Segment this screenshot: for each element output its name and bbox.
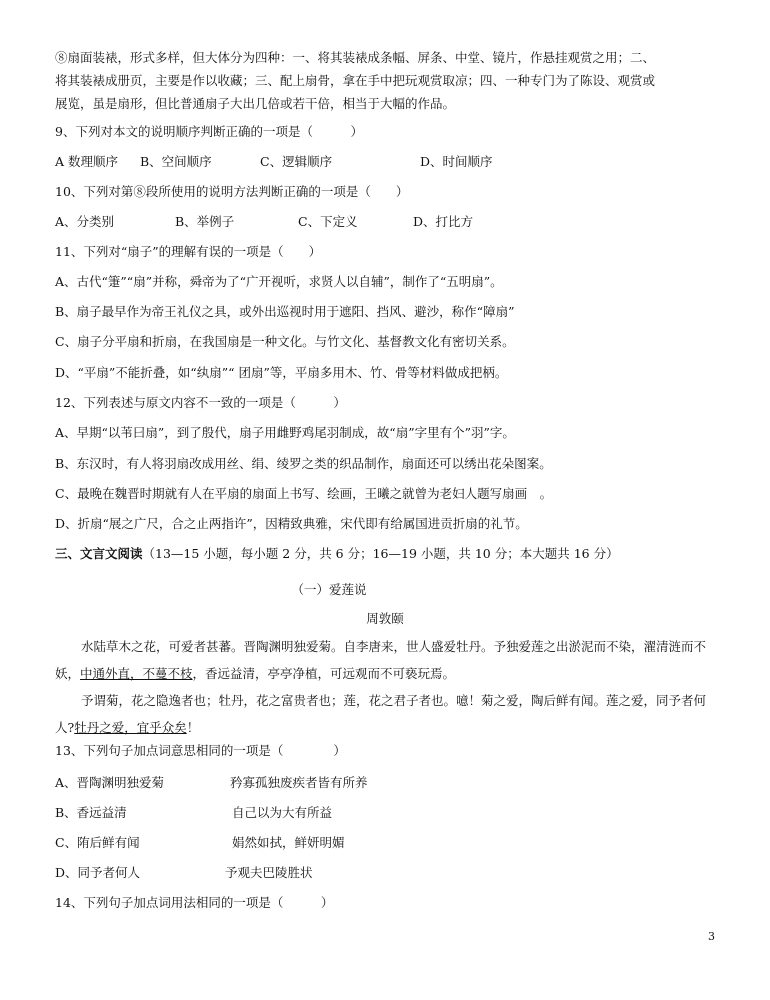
option-b: B、空间顺序 — [140, 154, 212, 169]
poem-text: ，香远益清，亭亭净植，可远观而不可亵玩焉。 — [192, 666, 456, 681]
option-c: C、逻辑顺序 — [260, 154, 333, 169]
underlined-phrase: 牡丹之爱，宜乎众矣 — [74, 720, 187, 735]
question-11-option-d: D、“平扇”不能折叠，如“纨扇”“ 团扇”等，平扇多用木、竹、骨等材料做成把柄。 — [55, 365, 508, 380]
question-9-stem: 9、下列对本文的说明顺序判断正确的一项是（ ） — [55, 124, 363, 139]
option-right: 矜寡孤独废疾者皆有所养 — [230, 775, 368, 790]
option-b: B、举例子 — [175, 214, 235, 229]
option-left: D、同予者何人 — [55, 865, 141, 880]
question-13-option-d — [55, 863, 725, 883]
intro-line: 将其装裱成册页，主要是作以收藏；三、配上扇骨，拿在手中把玩观赏取凉；四、一种专门为了陈设、观赏或 — [55, 73, 656, 88]
question-11-option-b: B、扇子最早作为帝王礼仪之具，或外出巡视时用于遮阳、挡风、避沙，称作“障扇” — [55, 304, 515, 319]
page-number: 3 — [708, 930, 715, 943]
section-3-heading — [55, 544, 725, 564]
question-11-option-c: C、扇子分平扇和折扇，在我国扇是一种文化。与竹文化、基督教文化有密切关系。 — [55, 334, 515, 349]
question-12-option-d: D、折扇“展之广尺，合之止两指许”，因精致典雅，宋代即有给属国进贡折扇的礼节。 — [55, 516, 528, 531]
question-9-options — [55, 152, 725, 172]
intro-line: 展览，虽是扇形，但比普通扇子大出几倍或若干倍，相当于大幅的作品。 — [55, 96, 456, 111]
underlined-phrase: 中通外直，不蔓不枝 — [80, 666, 193, 681]
poem-paragraph-1 — [55, 633, 725, 687]
option-d: D、时间顺序 — [420, 154, 493, 169]
question-11-stem: 11、下列对“扇子”的理解有误的一项是（ ） — [55, 244, 322, 259]
option-a: A、分类别 — [55, 214, 115, 229]
poem-text: ！ — [186, 720, 200, 735]
question-12-option-c: C、最晚在魏晋时期就有人在平扇的扇面上书写、绘画，王曦之就曾为老妇人题写扇画 。 — [55, 486, 553, 501]
section-3-scoring: （13—15 小题，每小题 2 分，共 6 分；16—19 小题，共 10 分；本大题共 16 分） — [142, 546, 619, 561]
option-a: A 数理顺序 — [55, 154, 119, 169]
question-11-option-a: A、古代“箑”“扇”并称，舜帝为了“广开视听，求贤人以自辅”，制作了“五明扇”。 — [55, 274, 503, 289]
option-right: 予观夫巴陵胜状 — [225, 865, 313, 880]
option-right: 自己以为大有所益 — [232, 805, 333, 820]
poem-title: （一）爱莲说 — [291, 582, 367, 597]
poem-text: 清涟而不妖， — [55, 639, 707, 681]
question-14-stem: 14、下列句子加点词用法相同的一项是（ ） — [55, 895, 334, 910]
option-c: C、下定义 — [298, 214, 358, 229]
section-3-title: 三、文言文阅读 — [55, 546, 143, 561]
poem-text: 同予者何人? — [55, 693, 707, 735]
question-13-stem: 13、下列句子加点词意思相同的一项是（ ） — [55, 743, 346, 758]
poem-author: 周敦颐 — [366, 611, 404, 626]
option-left: B、香远益清 — [55, 805, 127, 820]
question-10-options — [55, 212, 725, 232]
option-d: D、打比方 — [413, 214, 474, 229]
question-10-stem: 10、下列对第⑧段所使用的说明方法判断正确的一项是（ ） — [55, 184, 409, 199]
poem-text: 予谓菊，花之隐逸者也；牡丹，花之富贵者也；莲，花之君子者也。噫！菊之爱，陶后鲜有闻。莲之爱， — [81, 693, 657, 708]
option-left: A、晋陶渊明独爱菊 — [55, 775, 165, 790]
question-13-option-c — [55, 833, 725, 853]
question-13-option-b — [55, 803, 725, 823]
question-12-option-b: B、东汉时，有人将羽扇改成用丝、绢、绫罗之类的织品制作，扇面还可以绣出花朵图案。 — [55, 456, 552, 471]
intro-line: ⑧扇面装裱，形式多样，但大体分为四种：一、将其装裱成条幅、屏条、中堂、镜片，作悬挂观赏之用；二、 — [55, 50, 656, 65]
option-right: 娟然如拭，鲜妍明媚 — [232, 835, 345, 850]
poem-paragraph-2 — [55, 687, 725, 741]
question-12-stem: 12、下列表述与原文内容不一致的一项是（ ） — [55, 395, 346, 410]
question-12-option-a: A、早期“以苇曰扇”，到了殷代，扇子用雌野鸡尾羽制成，故“扇”字里有个”羽”字。 — [55, 425, 515, 440]
question-13-option-a — [55, 773, 725, 793]
option-left: C、陏后鲜有闻 — [55, 835, 140, 850]
poem-text: 水陆草木之花，可爱者甚蕃。晋陶渊明独爱菊。自李唐来，世人盛爱牡丹。予独爱莲之出淤泥而不染，濯 — [81, 639, 657, 654]
intro-paragraph — [55, 46, 725, 115]
